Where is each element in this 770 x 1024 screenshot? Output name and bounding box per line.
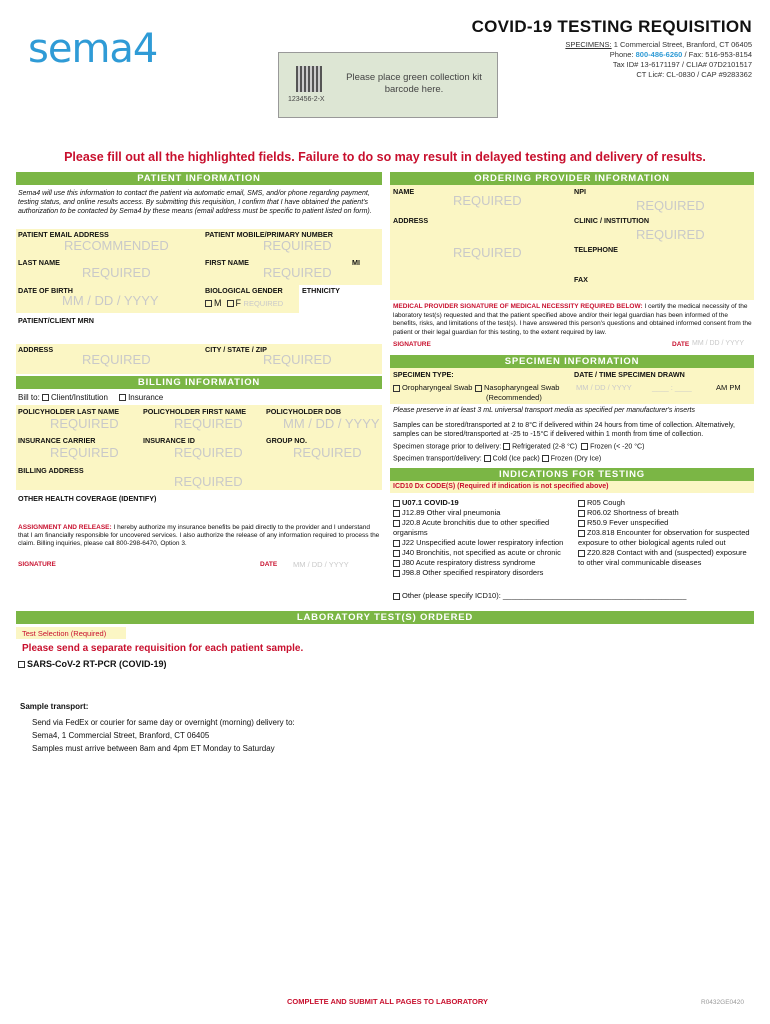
billing-date-placeholder: MM / DD / YYYY — [293, 560, 349, 569]
group-required: REQUIRED — [293, 445, 362, 460]
transport-options: Specimen transport/delivery: Cold (Ice pack) Frozen (Dry Ice) — [393, 455, 602, 463]
billing-address-label: BILLING ADDRESS — [18, 466, 84, 475]
indication-item[interactable]: J80 Acute respiratory distress syndrome — [393, 558, 568, 568]
provider-address-required: REQUIRED — [453, 245, 522, 260]
other-icd-option[interactable]: Other (please specify ICD10): ____________________________________________ — [393, 591, 686, 600]
indication-item[interactable]: J20.8 Acute bronchitis due to other specified organisms — [393, 518, 550, 537]
storage-note: Samples can be stored/transported at 2 to 8°C if delivered within 24 hours from time of collection. Alternatively, samples can be stored/transported at -25 to -15°C if delivered within 1 month from time of collection. — [393, 422, 735, 438]
indication-item[interactable]: J40 Bronchitis, not specified as acute or chronic — [393, 548, 568, 558]
indication-item[interactable]: U07.1 COVID-19 — [393, 498, 568, 508]
dob-placeholder: MM / DD / YYYY — [62, 293, 159, 308]
frozen-checkbox[interactable] — [581, 443, 588, 450]
submit-note: COMPLETE AND SUBMIT ALL PAGES TO LABORATORY — [287, 997, 488, 1006]
ph-last-required: REQUIRED — [50, 416, 119, 431]
address-label: ADDRESS — [18, 345, 54, 354]
telephone-label[interactable]: TELEPHONE — [574, 245, 618, 254]
npi-required: REQUIRED — [636, 198, 705, 213]
email-recommended: RECOMMENDED — [64, 238, 169, 253]
lab-tests-heading: LABORATORY TEST(S) ORDERED — [16, 611, 754, 624]
specimen-type-label: SPECIMEN TYPE: — [393, 370, 454, 379]
naso-recommended: (Recommended) — [486, 393, 542, 402]
logo-text: sema4 — [28, 26, 158, 72]
sema4-logo — [28, 22, 198, 82]
sars-cov-2-checkbox[interactable] — [18, 661, 25, 668]
frozen-dry-checkbox[interactable] — [542, 455, 549, 462]
indication-item[interactable]: R06.02 Shortness of breath — [578, 508, 754, 518]
separate-requisition-note: Please send a separate requisition for each patient sample. — [22, 643, 304, 654]
bill-to-row: Bill to: Client/Institution Insurance — [18, 393, 164, 402]
oropharyngeal-checkbox[interactable] — [393, 385, 400, 392]
ph-dob-label[interactable]: POLICYHOLDER DOB — [266, 407, 342, 416]
billing-info-heading: BILLING INFORMATION — [16, 376, 382, 389]
patient-info-heading: PATIENT INFORMATION — [16, 172, 382, 185]
nasopharyngeal-checkbox[interactable] — [475, 385, 482, 392]
specimen-date-placeholder[interactable]: MM / DD / YYYY — [576, 383, 632, 392]
cold-checkbox[interactable] — [484, 455, 491, 462]
npi-label[interactable]: NPI — [574, 187, 586, 196]
carrier-required: REQUIRED — [50, 445, 119, 460]
sample-transport-lines: Send via FedEx or courier for same day or overnight (morning) delivery to: Sema4, 1 Commercial Street, Branford, CT 06405 Samples must arrive between 8am and 4pm ET Monday to Saturday — [32, 718, 295, 753]
ph-dob-placeholder: MM / DD / YYYY — [283, 416, 380, 431]
provider-name-label[interactable]: NAME — [393, 187, 415, 196]
indications-heading: INDICATIONS FOR TESTING — [390, 468, 754, 481]
last-name-label: LAST NAME — [18, 258, 60, 267]
ph-first-label[interactable]: POLICYHOLDER FIRST NAME — [143, 407, 247, 416]
fax-label[interactable]: FAX — [574, 275, 588, 284]
indication-item[interactable]: R50.9 Fever unspecified — [578, 518, 754, 528]
indication-item[interactable]: J12.89 Other viral pneumonia — [393, 508, 568, 518]
mrn-label[interactable]: PATIENT/CLIENT MRN — [18, 316, 94, 325]
provider-name-required: REQUIRED — [453, 193, 522, 208]
specimen-datetime-label: DATE / TIME SPECIMEN DRAWN — [574, 370, 685, 379]
indication-item[interactable]: Z20.828 Contact with and (suspected) exposure to other viral communicable diseases — [578, 548, 747, 567]
billing-address-required: REQUIRED — [174, 474, 243, 489]
lab-contact-info: SPECIMENS: 1 Commercial Street, Branford, CT 06405 Phone: 800-486-6260 / Fax: 516-953-8154 Tax ID# 13-6171197 / CLIA# 07D2101517 CT Lic#: CL-0830 / CAP #9283362 — [565, 40, 752, 79]
ins-id-label[interactable]: INSURANCE ID — [143, 436, 195, 445]
provider-info-heading: ORDERING PROVIDER INFORMATION — [390, 172, 754, 185]
ph-last-label[interactable]: POLICYHOLDER LAST NAME — [18, 407, 120, 416]
indication-item[interactable]: J98.8 Other specified respiratory disorders — [393, 568, 568, 578]
provider-date-placeholder: MM / DD / YYYY — [692, 340, 744, 347]
gender-label: BIOLOGICAL GENDER — [205, 286, 283, 295]
mi-label: MI — [352, 258, 360, 267]
specimen-info-heading: SPECIMEN INFORMATION — [390, 355, 754, 368]
gender-f-checkbox[interactable] — [227, 300, 234, 307]
other-coverage-label[interactable]: OTHER HEALTH COVERAGE (IDENTIFY) — [18, 494, 157, 503]
other-icd-checkbox[interactable] — [393, 593, 400, 600]
preserve-note: Please preserve in at least 3 mL universal transport media as specified per manufacturer's inserts — [393, 407, 695, 414]
oropharyngeal-option[interactable]: Oropharyngeal Swab — [393, 383, 472, 392]
patient-intro: Sema4 will use this information to contact the patient via automatic email, SMS, and/or phone regarding payment, testing status, and online results access. By submitting this requisition, I confirm that I have obtained the patient's authorization to be contacted by Sema4 by these means (email address must be specific to patient listed on form). — [18, 190, 372, 215]
clinic-label[interactable]: CLINIC / INSTITUTION — [574, 216, 650, 225]
gender-options[interactable]: M F REQUIRED — [205, 298, 283, 308]
dob-label: DATE OF BIRTH — [18, 286, 73, 295]
email-label: PATIENT EMAIL ADDRESS — [18, 230, 109, 239]
billing-date-label[interactable]: DATE — [260, 561, 278, 568]
group-label[interactable]: GROUP NO. — [266, 436, 308, 445]
indication-item[interactable]: J22 Unspecified acute lower respiratory infection — [393, 538, 568, 548]
indications-right-list — [578, 498, 754, 568]
form-code: R0432GE0420 — [701, 999, 745, 1006]
mobile-required: REQUIRED — [263, 238, 332, 253]
indication-item[interactable]: Z03.818 Encounter for observation for suspected exposure to other biological agents ruled out — [578, 528, 750, 547]
warning-banner: Please fill out all the highlighted fields. Failure to do so may result in delayed testing and delivery of results. — [64, 150, 706, 164]
barcode-id: 123456-2-X — [288, 96, 325, 103]
ph-first-required: REQUIRED — [174, 416, 243, 431]
form-title: COVID-19 TESTING REQUISITION — [471, 17, 752, 36]
nasopharyngeal-option[interactable]: Nasopharyngeal Swab — [475, 383, 559, 392]
indications-left-list — [393, 498, 568, 578]
billing-signature-label[interactable]: SIGNATURE — [18, 561, 56, 568]
mobile-label: PATIENT MOBILE/PRIMARY NUMBER — [205, 230, 333, 239]
indication-item[interactable]: R05 Cough — [578, 498, 754, 508]
test-selection-label: Test Selection (Required) — [22, 629, 107, 638]
ins-id-required: REQUIRED — [174, 445, 243, 460]
gender-m-checkbox[interactable] — [205, 300, 212, 307]
carrier-label[interactable]: INSURANCE CARRIER — [18, 436, 96, 445]
storage-options: Specimen storage prior to delivery: Refrigerated (2-8 °C) Frozen (< -20 °C) — [393, 443, 645, 451]
provider-date-label[interactable]: DATE — [672, 341, 690, 348]
ethnicity-label[interactable]: ETHNICITY — [302, 286, 340, 295]
bill-client-checkbox[interactable] — [42, 394, 49, 401]
am-pm-selector[interactable]: AM PM — [716, 383, 741, 392]
barcode-instructions: Please place green collection kit barcode here. — [346, 72, 482, 95]
city-label: CITY / STATE / ZIP — [205, 345, 267, 354]
barcode-icon — [296, 66, 322, 92]
gender-required: REQUIRED — [243, 299, 284, 308]
specimen-time-placeholder[interactable]: ____ : ____ — [652, 383, 692, 392]
assignment-release: ASSIGNMENT AND RELEASE: I hereby authorize my insurance benefits be paid directly to the provider and I understand that I am financially responsible for uncovered services. I also authorize the release of any information required to process the claim. Billing inquiries, please call 800-298-6470, Option 3. — [18, 524, 380, 547]
first-name-required: REQUIRED — [263, 265, 332, 280]
refrigerated-checkbox[interactable] — [503, 443, 510, 450]
medical-necessity-statement: MEDICAL PROVIDER SIGNATURE OF MEDICAL NECESSITY REQUIRED BELOW: I certify the medical necessity of the laboratory test(s) requested and that the patient specified above and/or their legal guardian has been informed of the benefits, risks, and limitations of the test(s). I have answered this person's questions and obtained informed consent from the patient or their legal guardian for this testing, to the extent required by law. — [393, 303, 752, 336]
first-name-label: FIRST NAME — [205, 258, 249, 267]
clinic-required: REQUIRED — [636, 227, 705, 242]
provider-address-label[interactable]: ADDRESS — [393, 216, 429, 225]
sample-transport-title: Sample transport: — [20, 702, 89, 711]
city-required: REQUIRED — [263, 352, 332, 367]
icd-label: ICD10 Dx CODE(S) (Required if indication is not specified above) — [393, 483, 609, 490]
sars-cov-2-option[interactable]: SARS-CoV-2 RT-PCR (COVID-19) — [18, 659, 167, 669]
provider-signature-label[interactable]: SIGNATURE — [393, 341, 431, 348]
last-name-required: REQUIRED — [82, 265, 151, 280]
bill-insurance-checkbox[interactable] — [119, 394, 126, 401]
address-required: REQUIRED — [82, 352, 151, 367]
